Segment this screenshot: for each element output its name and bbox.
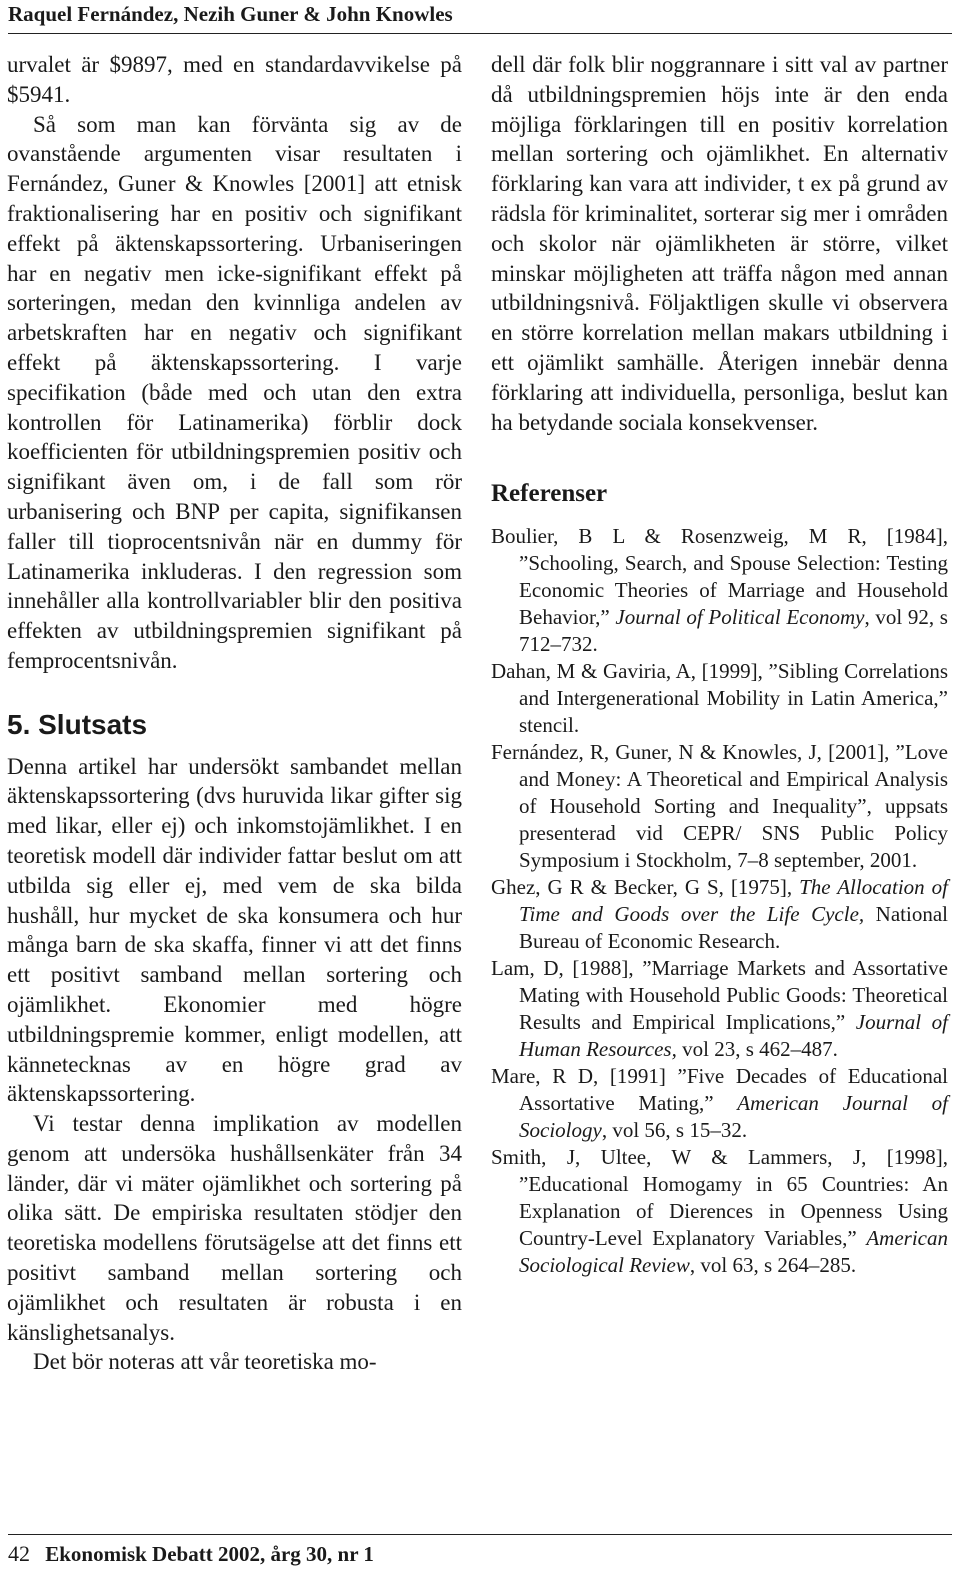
paragraph: urvalet är $9897, med en standardavvikelse på $5941. — [7, 52, 462, 107]
reference-item: Smith, J, Ultee, W & Lammers, J, [1998], ”Educational Homogamy in 65 Countries: An Explanation of Dierences in Openness Using Country-Level Explanatory Variables,” American Sociological Review, vol 63, s 264–285. — [491, 1145, 948, 1278]
reference-item: Boulier, B L & Rosenzweig, M R, [1984], ”Schooling, Search, and Spouse Selection: Testing Economic Theories of Marriage and Household Behavior,” Journal of Political Economy, vol 92, s 712–732. — [491, 524, 948, 657]
page-footer — [8, 1534, 952, 1567]
paragraph: dell där folk blir noggrannare i sitt val av partner då utbildningspremien höjs inte är den enda möjliga förklaringen till en positiv korrelation mellan sortering och ojämlikhet. En alternativ förklaring kan vara att individer, t ex på grund av rädsla för kriminalitet, sorterar sig mer i områden och skolor när ojämlikheten är större, vilket minskar möjligheten att träffa någon med annan utbildningsnivå. Följaktligen skulle vi observera en större korrelation mellan makars utbildning i ett ojämlikt samhälle. Återigen innebär denna förklaring att individuella, personliga, beslut kan ha betydande sociala konsekvenser. — [491, 52, 948, 435]
reference-item: Fernández, R, Guner, N & Knowles, J, [2001], ”Love and Money: A Theoretical and Empirical Analysis of Household Sorting and Inequality”, uppsats presenterad vid CEPR/ SNS Public Policy Symposium i Stockholm, 7–8 september, 2001. — [491, 740, 948, 873]
references-heading: Referenser — [491, 480, 608, 508]
reference-item: Lam, D, [1988], ”Marriage Markets and Assortative Mating with Household Public Goods: Theoretical Results and Empirical Implications,” Journal of Human Resources, vol 23, s 462–487. — [491, 956, 948, 1062]
header-authors: Raquel Fernández, Nezih Guner & John Knowles — [8, 2, 453, 26]
section-heading: 5. Slutsats — [7, 708, 148, 740]
page-number: 42 — [8, 1541, 30, 1566]
running-header — [8, 2, 952, 34]
paragraph: Denna artikel har undersökt sambandet mellan äktenskapssortering (dvs huruvida likar gifter sig med likar, eller ej) och inkomstojämlikhet. I en teoretisk modell där individer fattar beslut om att utbilda sig eller ej, med vem de ska bilda hushåll, hur mycket de ska konsumera och hur många barn de ska skaffa, finner vi att det finns ett positivt samband mellan sortering och ojämlikhet. Ekonomier med högre utbildningspremie kommer, enligt modellen, att kännetecknas av en högre grad av äktenskapssortering. — [7, 753, 462, 1107]
reference-item: Ghez, G R & Becker, G S, [1975], The Allocation of Time and Goods over the Life Cycle, National Bureau of Economic Research. — [491, 875, 948, 954]
paragraph: Så som man kan förvänta sig av de ovanstående argumenten visar resultaten i Fernández, Guner & Knowles [2001] att etnisk fraktionalisering har en positiv och signifikant effekt på äktenskapssortering. Urbaniseringen har en negativ men icke-signifikant effekt på sorteringen, medan den kvinnliga andelen av arbetskraften har en negativ och signifikant effekt på äktenskapssortering. I varje specifikation (både med och utan den extra kontrollen för Latinamerika) förblir dock koefficienten för utbildningspremien positiv och signifikant även om, i de fall som rör urbanisering och BNP per capita, signifikansen faller till tioprocentsnivån när en dummy för Latinamerika inkluderas. I den regression som innehåller alla kontrollvariabler blir den positiva effekten av utbildningspremien signifikant på femprocentsnivån. — [7, 111, 462, 673]
left-column — [7, 50, 462, 1377]
reference-list — [491, 523, 948, 1279]
right-column — [491, 50, 948, 1279]
reference-item: Dahan, M & Gaviria, A, [1999], ”Sibling Correlations and Intergenerational Mobility in Latin America,” stencil. — [491, 659, 948, 738]
reference-item: Mare, R D, [1991] ”Five Decades of Educational Assortative Mating,” American Journal of Sociology, vol 56, s 15–32. — [491, 1064, 948, 1143]
paragraph: Det bör noteras att vår teoretiska mo- — [33, 1349, 377, 1375]
paragraph: Vi testar denna implikation av modellen genom att undersöka hushållsenkäter från 34 länder, där vi mäter ojämlikhet och sortering på olika sätt. De empiriska resultaten stödjer den teoretiska modellens förutsägelse att det finns ett positivt samband mellan sortering och ojämlikhet och resultaten är robusta i en känslighetsanalys. — [7, 1111, 462, 1345]
journal-name: Ekonomisk Debatt 2002, årg 30, nr 1 — [45, 1542, 374, 1566]
